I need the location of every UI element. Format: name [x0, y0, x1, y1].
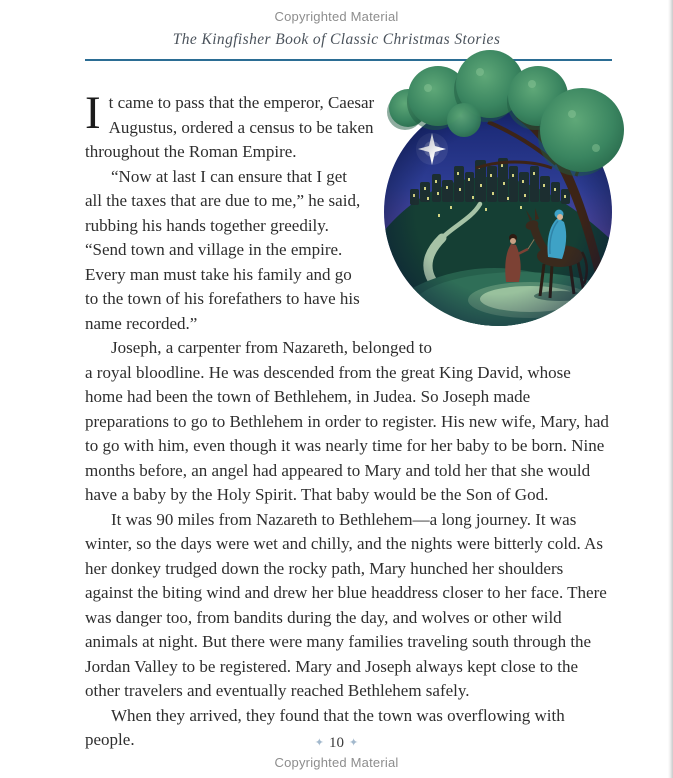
story-text — [85, 61, 612, 753]
fleuron-ornament-right: ✦ — [349, 737, 359, 749]
drop-cap: I — [85, 87, 101, 139]
nativity-illustration-svg — [380, 56, 640, 346]
paragraph-text: t came to pass that the emperor, Caesar Augustus, ordered a census to be taken throughout the Roman Empire. — [85, 93, 375, 161]
story-paragraph-5: When they arrived, they found that the town was overflowing with people. — [85, 705, 565, 749]
page-edge-shadow — [668, 0, 673, 778]
fleuron-ornament-left: ✦ — [314, 737, 324, 749]
page-footer — [0, 735, 673, 770]
story-paragraph-4: It was 90 miles from Nazareth to Bethlehem—a long journey. It was winter, so the days were wet and chilly, and the nights were bitterly cold. As her donkey trudged down the rocky path, Mary hunched her shoulders against the biting wind and drew her blue headdress closer to her face. There was danger too, from bandits during the day, and wolves or other wild animals at night. But there were many families traveling south through the Jordan Valley to be registered. Mary and Joseph always kept close to the other travelers and eventually reached Bethlehem safely. — [85, 509, 607, 700]
copyright-notice-bottom: Copyrighted Material — [274, 755, 399, 770]
story-paragraph-3: Joseph, a carpenter from Nazareth, belonged to a royal bloodline. He was descended from the great King David, whose home had been the town of Bethlehem, in Judea. So Joseph made preparations to go to Bethlehem in order to register. His new wife, Mary, had to go with him, even though it was nearly time for her baby to be born. Nine months before, an angel had appeared to Mary and told her that she would have a baby by the Holy Spirit. That baby would be the Son of God. — [85, 338, 609, 504]
page-number: 10 — [329, 735, 344, 751]
nativity-illustration — [378, 91, 612, 337]
story-paragraph-2: “Now at last I can ensure that I get all the taxes that are due to me,” he said, rubbing his hands together greedily. “Send town and village in the empire. Every man must take his family and go to the town of his forefathers to have his name recorded.” — [85, 166, 361, 333]
book-title: The Kingfisher Book of Classic Christmas Stories — [172, 31, 501, 48]
page-number-row — [0, 735, 673, 752]
copyright-notice-top: Copyrighted Material — [274, 9, 399, 24]
